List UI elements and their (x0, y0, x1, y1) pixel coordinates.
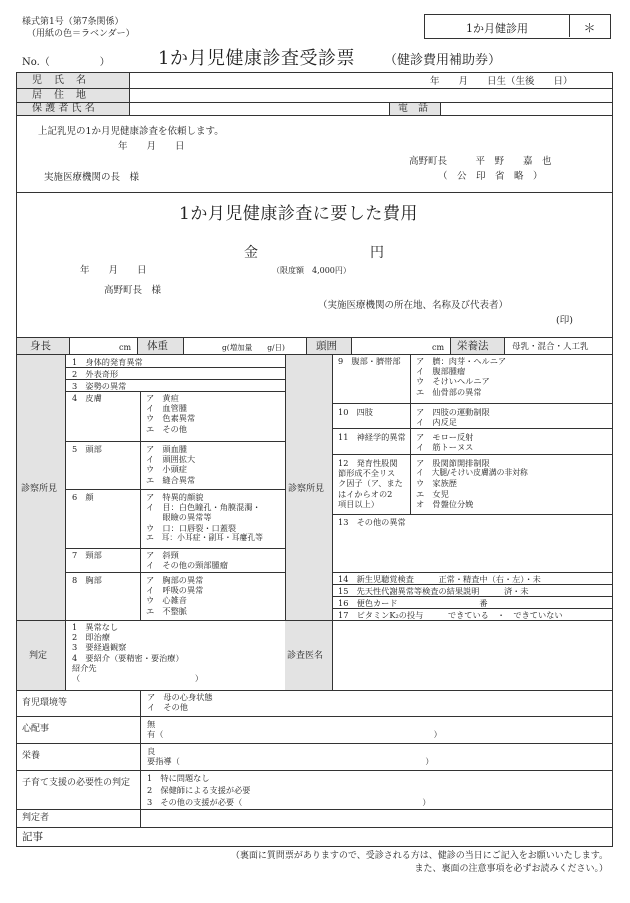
cost-addressee: 高野町長 様 (104, 285, 162, 296)
finding-sub: エ その他 (146, 423, 187, 434)
finding-sub: ウ 心雑音 (146, 595, 187, 606)
judgment-option: 1 異常なし (72, 622, 119, 632)
row-line: 要指導（ ） (147, 756, 434, 767)
page-subtitle: （健診費用補助券） (384, 53, 502, 68)
nutrition-lines (147, 746, 434, 766)
row-line: 無 (147, 719, 156, 729)
judgment-option: 4 要紹介（要精密・要治療） (72, 652, 184, 663)
finding-sub: エ 仙骨部の異常 (416, 386, 482, 397)
finding-item: 5 頭部 (72, 444, 102, 454)
child-name-label: 児 氏 名 (32, 75, 87, 86)
finding-item: 3 姿勢の異常 (72, 381, 127, 391)
head-label: 頭囲 (316, 340, 337, 352)
finding-sub: ウ 色素異常 (146, 413, 196, 424)
finding-item: 2 外表奇形 (72, 369, 119, 379)
hearing-test: 14 新生児聴覚検査 正常・精査中（右・左）・未 (338, 574, 541, 584)
metabolic-test: 15 先天性代謝異常等検査の結果説明 済・未 (338, 586, 529, 596)
phone-label: 電 話 (398, 103, 428, 114)
findings-left-label: 診察所見 (21, 484, 58, 494)
finding-item-group (338, 432, 406, 442)
row-line: 2 保健師による支援が必要 (147, 785, 251, 795)
finding-sub: イ 頭囲拡大 (146, 454, 196, 465)
weight-label: 体重 (147, 340, 168, 352)
finding-item-group (338, 407, 373, 417)
usage-box (424, 14, 611, 39)
finding-sub-list (416, 458, 528, 509)
birth-date-field: 年 月 日生（生後 日） (430, 76, 573, 87)
judgment-options (72, 622, 203, 683)
finding-sub: エ 不整脈 (146, 605, 187, 616)
finding-sub: エ 縫合異常 (146, 474, 196, 485)
cost-date: 年 月 日 (80, 265, 147, 276)
number-field: No.（ ） (22, 57, 110, 68)
finding-sub: オ 骨盤位分娩 (416, 498, 474, 509)
finding-sub: エ 耳：小耳症・副耳・耳瘻孔等 (146, 532, 263, 542)
row-line: 良 (147, 746, 156, 756)
finding-sub: イ 筋トーヌス (416, 442, 474, 453)
amount-field: 金 円 (244, 245, 384, 261)
row-label-notes: 記事 (22, 831, 43, 843)
finding-sub: エ 女児 (416, 488, 449, 499)
row-line: ア 母の心身状態 (147, 692, 213, 702)
row-line: 有（ ） (147, 729, 442, 740)
vitamin-k2: 17 ビタミンK₂の投与 できている ・ できていない (338, 610, 563, 620)
request-date: 年 月 日 (118, 141, 185, 152)
finding-item: 13 その他の異常 (338, 517, 406, 527)
findings-right-label: 診察所見 (288, 484, 325, 494)
concerns-lines (147, 719, 442, 739)
guardian-label: 保 護 者 氏 名 (32, 103, 95, 114)
mayor-name: 高野町長 平 野 嘉 也 (409, 156, 552, 167)
finding-sub-list (146, 444, 195, 485)
finding-item: 11 神経学的異常 (338, 432, 406, 442)
finding-sub: イ 呼吸の異常 (146, 585, 204, 596)
finding-sub: イ 血管腫 (146, 403, 187, 414)
finding-sub: 眼瞼の異常等 (146, 512, 212, 523)
environment-lines (147, 692, 213, 712)
row-label-concerns: 心配事 (22, 724, 50, 734)
finding-sub: イ 目：白色瞳孔・角膜混濁・ (146, 502, 261, 513)
finding-item: 7 頸部 (72, 550, 102, 560)
finding-item: 4 皮膚 (72, 393, 102, 403)
doctor-name-label: 診査医名 (287, 651, 324, 661)
cost-title: 1か月児健康診査に要した費用 (179, 204, 418, 224)
finding-sub: イ 大腿/そけい皮膚溝の非対称 (416, 468, 528, 478)
paper-color-note: （用紙の色＝ラベンダー） (27, 29, 135, 39)
finding-sub: ア 特異的顔貌 (146, 492, 204, 502)
finding-item: ク因子（ア、また (338, 478, 403, 489)
height-unit: cm (119, 343, 132, 352)
finding-sub: ウ 小頭症 (146, 464, 187, 475)
institution-info: （実施医療機関の所在地、名称及び代表者） (318, 300, 509, 311)
finding-sub-list (416, 407, 490, 427)
finding-sub-list (416, 432, 473, 452)
finding-sub: ア 股関節開排制限 (416, 458, 490, 468)
row-label-judge: 判定者 (22, 813, 50, 823)
row-label-nutrition: 栄養 (22, 751, 41, 761)
finding-item: 6 顔 (72, 492, 94, 502)
finding-sub: ウ 口：口唇裂・口蓋裂 (146, 522, 237, 533)
finding-sub: ア 斜頸 (146, 550, 179, 560)
row-line: イ その他 (147, 702, 188, 713)
finding-item: 項目以上） (338, 498, 379, 509)
finding-sub: イ その他の頸部腫瘤 (146, 560, 228, 571)
page-title: 1か月児健康診査受診票 (158, 48, 355, 69)
finding-sub-list (146, 550, 228, 570)
finding-sub: ア 黄疸 (146, 393, 179, 403)
finding-sub: イ 腹部腫瘤 (416, 366, 466, 377)
row-line: 1 特に問題なし (147, 773, 210, 783)
nutrition-options: 母乳・混合・人工乳 (512, 342, 589, 352)
nutrition-label: 栄養法 (457, 340, 489, 352)
judgment-option: 紹介先 (72, 662, 97, 673)
finding-sub-list (146, 492, 263, 543)
finding-item: はイからオの2 (338, 488, 393, 499)
head-unit: cm (432, 343, 445, 352)
finding-item: 8 胸部 (72, 575, 102, 585)
judgment-option: 2 即治療 (72, 632, 110, 643)
finding-item: 9 腹部・臍帯部 (338, 356, 401, 366)
finding-sub: ア 胸部の異常 (146, 575, 204, 585)
stool-color-card: 16 便色カード 番 (338, 598, 488, 608)
finding-item: 12 発育性股関 (338, 458, 398, 468)
seal-omitted: （ 公 印 省 略 ） (438, 171, 543, 182)
form-number: 様式第1号（第7条関係） (22, 17, 124, 27)
row-line: 3 その他の支援が必要（ ） (147, 797, 431, 807)
finding-item-group (338, 458, 403, 509)
weight-unit: g(増加量 g/日) (222, 343, 285, 352)
finding-item-group (338, 517, 406, 527)
request-text: 上記乳児の1か月児健康診査を依頼します。 (38, 126, 224, 137)
finding-sub-list (416, 356, 506, 397)
addressee-institution: 実施医療機関の長 様 (44, 172, 140, 183)
judgment-option: （ ） (72, 673, 204, 684)
judgment-option: 3 要経過観察 (72, 642, 127, 653)
judgment-label: 判定 (29, 651, 48, 661)
footer-note-2: また、裏面の注意事項を必ずお読みください。） (414, 864, 608, 874)
finding-item: 10 四肢 (338, 407, 373, 417)
finding-item: 1 身体的発育異常 (72, 357, 143, 367)
row-label-support: 子育て支援の必要性の判定 (22, 778, 131, 788)
row-label-environment: 育児環境等 (22, 698, 68, 708)
finding-sub: ウ 家族歴 (416, 478, 457, 489)
seal-mark: (印) (556, 315, 573, 326)
footer-note-1: （裏面に質問票がありますので、受診される方は、健診の当日にご記入をお願いいたします。 (230, 851, 608, 861)
finding-sub: ア モロー反射 (416, 432, 474, 442)
support-lines (147, 772, 431, 808)
finding-sub: ア 臍：肉芽・ヘルニア (416, 356, 507, 366)
star-mark: ＊ (583, 21, 596, 35)
limit-amount: （限度額 4,000円） (272, 266, 351, 275)
finding-item-group (338, 356, 401, 366)
finding-sub: イ 内反足 (416, 417, 457, 428)
address-label: 居 住 地 (32, 90, 87, 101)
finding-sub: ウ そけいヘルニア (416, 376, 490, 387)
finding-item: 節形成不全リス (338, 468, 396, 479)
usage-label: 1か月健診用 (466, 22, 528, 35)
finding-sub: ア 四肢の運動制限 (416, 407, 490, 417)
finding-sub: ア 頭血腫 (146, 444, 187, 454)
height-label: 身長 (30, 340, 51, 352)
finding-sub-list (146, 393, 195, 434)
finding-sub-list (146, 575, 203, 616)
